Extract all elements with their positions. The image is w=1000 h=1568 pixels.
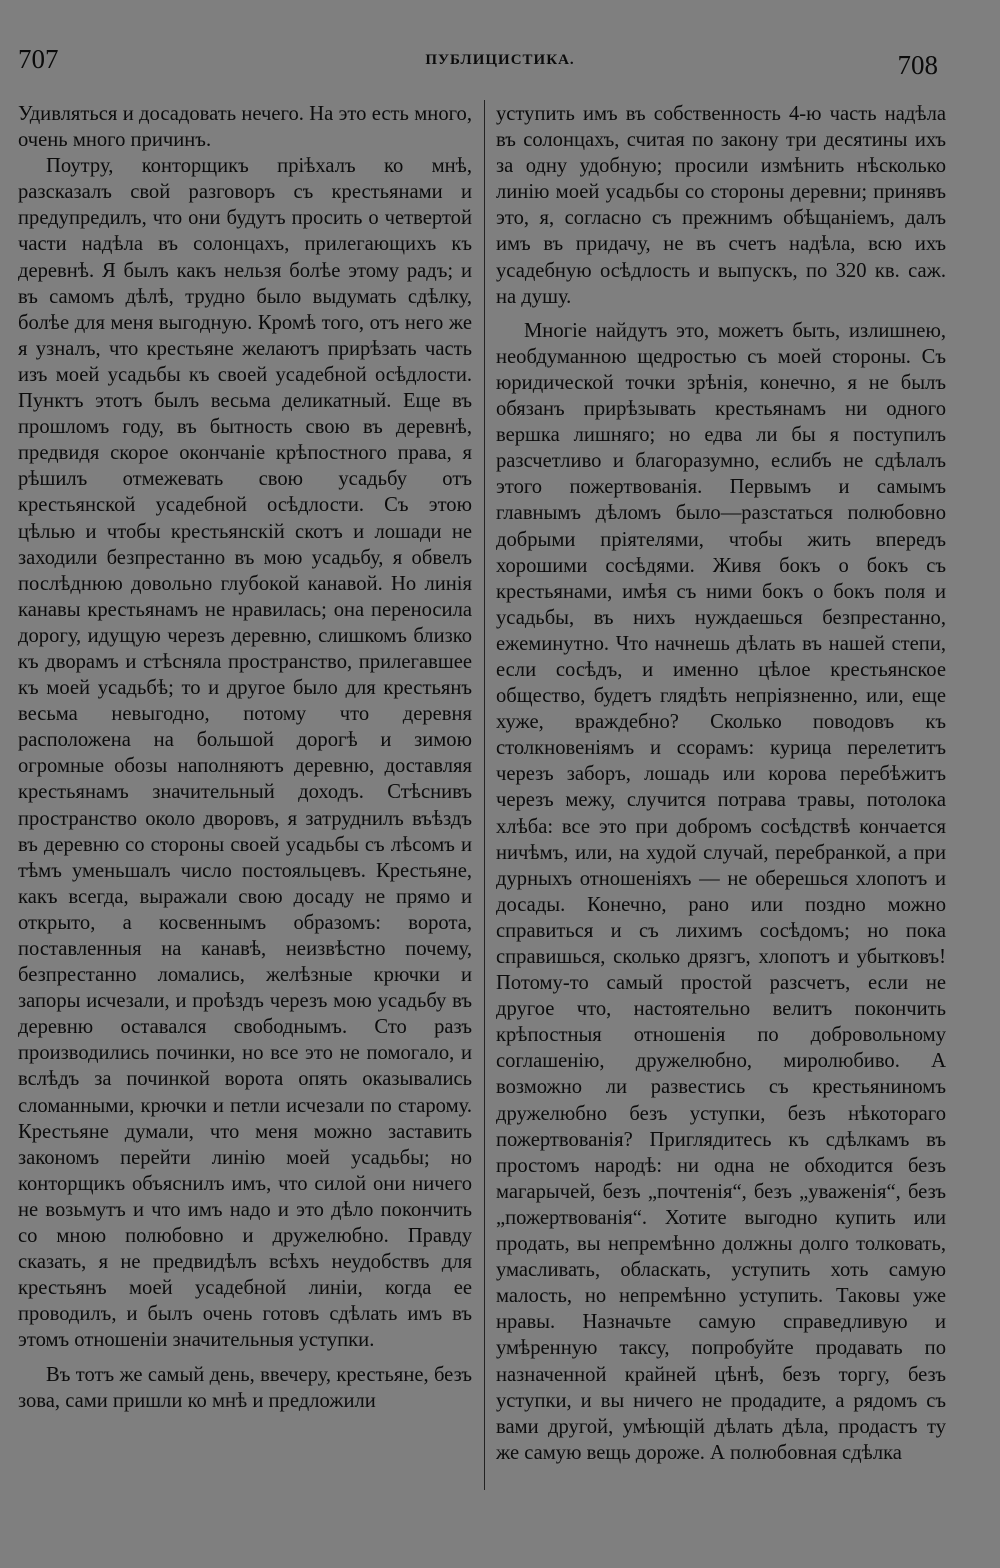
- paragraph: Удивляться и досадовать нечего. На это есть много, очень много причинъ.: [18, 103, 472, 152]
- left-column: [18, 101, 472, 1414]
- left-page-number: 707: [18, 44, 59, 74]
- paragraph: Поутру, конторщикъ пріѣхалъ ко мнѣ, разсказалъ свой разговоръ съ крестьянами и предупредилъ, что они будутъ просить о четвертой части надѣла въ солонцахъ, прилегающихъ къ деревнѣ. Я былъ какъ нельзя болѣе этому радъ; и въ самомъ дѣлѣ, трудно было выдумать сдѣлку, болѣе для меня выгодную. Кромѣ того, отъ него же я узналъ, что крестьяне желаютъ прирѣзать часть изъ моей усадьбы къ своей усадебной осѣдлости. Пунктъ этотъ былъ весьма деликатный. Еще въ прошломъ году, въ бытность свою въ деревнѣ, предвидя скорое окончаніе крѣпостного права, я рѣшилъ отмежевать свою усадьбу отъ крестьянской усадебной осѣдлости. Съ этою цѣлью и чтобы крестьянскій скотъ и лошади не заходили безпрестанно въ мою усадьбу, я обвелъ послѣднюю довольно глубокой канавой. Но линія канавы крестьянамъ не нравилась; она переносила дорогу, идущую черезъ деревню, слишкомъ близко къ дворамъ и стѣсняла пространство, прилегавшее къ моей усадьбѣ; то и другое было для крестьянъ весьма невыгодно, потому что деревня расположена на большой дорогѣ и зимою огромные обозы наполняютъ деревню, доставляя крестьянамъ значительный доходъ. Стѣснивъ пространство около дворовъ, я затруднилъ въѣздъ въ деревню со стороны своей усадьбы съ лѣсомъ и тѣмъ уменьшалъ число постояльцевъ. Крестьяне, какъ всегда, выражали свою досаду не прямо и открыто, а косвеннымъ образомъ: ворота, поставленныя на канавѣ, неизвѣстно почему, безпрестанно ломались, желѣзные крючки и запоры исчезали, и проѣздъ черезъ мою усадьбу въ деревню оставался свободнымъ. Сто разъ производились починки, но все это не помогало, и вслѣдъ за починкой ворота опять оказывались сломанными, крючки и петли исчезали по старому. Крестьяне думали, что меня можно заставить закономъ перейти линію моей усадьбы; но конторщикъ объяснилъ имъ, что силой они ничего не возьмутъ и что имъ надо и это дѣло покончить со мною полюбовно и дружелюбно. Правду сказать, я не предвидѣлъ всѣхъ неудобствъ для крестьянъ моей усадебной линіи, когда ее проводилъ, и былъ очень готовъ сдѣлать имъ въ этомъ отношеніи значительныя уступки.: [18, 155, 472, 1352]
- right-page-number: 708: [897, 50, 938, 80]
- column-divider: [484, 100, 485, 1490]
- paragraph: уступить имъ въ собственность 4-ю часть надѣла въ солонцахъ, считая по закону три десятины ихъ за одну удобную; просили измѣнить нѣсколько линію моей усадьбы со стороны деревни; принявъ это, я, согласно съ прежнимъ обѣщаніемъ, далъ имъ въ придачу, не въ счетъ надѣла, всю ихъ усадебную осѣдлость и выпускъ, по 320 кв. саж. на душу.: [496, 103, 946, 308]
- paragraph: Многіе найдутъ это, можетъ быть, излишнею, необдуманною щедростью съ моей стороны. Съ юридической точки зрѣнія, конечно, я не былъ обязанъ прирѣзывать крестьянамъ ни одного вершка лишняго; но едва ли бы я поступилъ разсчетливо и благоразумно, еслибъ не сдѣлалъ этого пожертвованія. Первымъ и самымъ главнымъ дѣломъ было—разстаться полюбовно добрыми пріятелями, чтобы жить впередъ хорошими сосѣдями. Живя бокъ о бокъ съ крестьянами, имѣя съ ними бокъ о бокъ поля и усадьбы, въ нихъ нуждаешься безпрестанно, ежеминутно. Что начнешь дѣлать въ нашей степи, если сосѣдъ, и именно цѣлое крестьянское общество, будетъ глядѣть непріязненно, или, еще хуже, враждебно? Сколько поводовъ къ столкновеніямъ и ссорамъ: курица перелетитъ черезъ заборъ, лошадь или корова перебѣжитъ черезъ межу, случится потрава травы, потолока хлѣба: все это при добромъ сосѣдствѣ кончается ничѣмъ, или, на худой случай, перебранкой, а при дурныхъ отношеніяхъ — не оберешься хлопотъ и досады. Конечно, рано или поздно можно справиться и съ лихимъ сосѣдомъ; но пока справишься, сколько дрязгъ, хлопотъ и убытковъ! Потому-то самый простой разсчетъ, если не другое что, настоятельно велитъ покончить крѣпостныя отношенія по добровольному соглашенію, дружелюбно, миролюбиво. А возможно ли развестись съ крестьяниномъ дружелюбно безъ уступки, безъ нѣкотораго пожертвованія? Приглядитесь къ сдѣлкамъ въ простомъ народѣ: ни одна не обходится безъ магарычей, безъ „почтенія“, безъ „уваженія“, безъ „пожертвованія“. Хотите выгодно купить или продать, вы непремѣнно должны долго толковать, умасливать, обласкать, уступить хоть самую малость, но непремѣнно уступить. Таковы уже нравы. Назначьте самую справедливую и умѣренную таксу, попробуйте продавать по назначенной крайней цѣнѣ, безъ торгу, безъ уступки, и вы ничего не продадите, а рядомъ съ вами другой, умѣющій дѣлать дѣла, продастъ ту же самую вещь дороже. А полюбовная сдѣлка: [496, 319, 946, 1464]
- page-header: [0, 0, 1000, 96]
- paragraph: Въ тотъ же самый день, ввечеру, крестьяне, безъ зова, сами пришли ко мнѣ и предложили: [18, 1363, 472, 1412]
- right-column: [496, 101, 946, 1466]
- running-title: ПУБЛИЦИСТИКА.: [425, 52, 575, 68]
